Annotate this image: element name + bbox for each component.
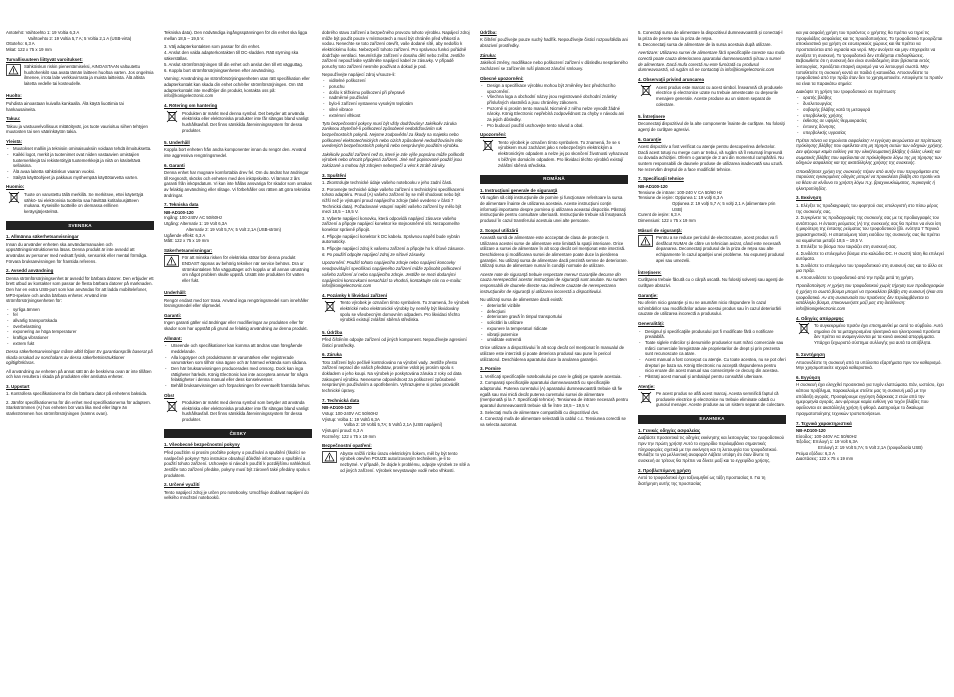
list-item: - nadměrné používání — [322, 95, 470, 101]
list-item: - vibraţii puternice — [480, 332, 628, 338]
spec-line: Výstup: Volba 1: 19 Voltů 6,3A — [322, 416, 380, 422]
warning-block — [638, 85, 786, 110]
section-heading: 2. Avsedd användning — [6, 268, 54, 274]
column-4 — [480, 30, 628, 690]
section-heading: 4. Observaţii privind aruncarea — [638, 77, 705, 83]
section-heading: Întreţinere: — [638, 269, 662, 275]
section-heading: 3. Εκκίνηση — [796, 195, 822, 201]
paragraph: Aceste note de siguranţă trebuie respectate mereu! Garanţiile decurse din cauza nerespectării acestor instrucţiuni de siguranţă sunt anulate. Nu suntem responsabili de daunele directe sau indirecte cauzate de nerespectarea instrucţiunilor de siguranţă şi utilizarea incorectă a dispozitivului. — [480, 271, 627, 294]
list-item: - Säilytä käyttöohjeet ja pakkaus myöhempää käyttötarvetta varten. — [6, 175, 154, 181]
list-item: 5. Anslut strömförsörjningen till din enhet och anslut den till ett vägguttag. — [164, 61, 304, 67]
list-item: 3. Vyberte napájecí konovku, která odpovídá napájecí zásuvce vašeho zařízení a připojte napájecí konektor ke stejnosměrné síti. Nezapomeňte konektor správně připojit. — [322, 215, 460, 233]
paragraph: Dessa säkerhetsanvisningar måste alltid följas! Ev garantianspråk baserat på skada orsakad av nonchalans av dessa säkerhetsinstruktioner ogiltigförklaras. — [6, 349, 153, 366]
section-heading: 6. Εγγύηση — [796, 375, 821, 381]
column-3 — [322, 30, 470, 690]
list-item: 1. Verificaţi specificaţiile notebookului pe care le găsiţi pe spatele acestuia. — [480, 373, 622, 379]
caution-icon — [638, 235, 653, 247]
spec-line: Alternativ 2: 19 Volt 5,7A; 5 Volt 2,1A (USB-ström) — [186, 226, 282, 232]
section-heading: 4. Οδηγίες απόρριψης — [796, 315, 844, 321]
list-item: - extrémní vlhkost — [322, 113, 470, 119]
section-heading: Măsuri de siguranţă: — [638, 227, 683, 233]
list-item: 4. Συνδέστε το επιλεγμένο βύσμα στο καλώδιο DC. Η σωστή τάση θα επιλεγεί αυτόματα. — [796, 250, 944, 262]
section-heading: 1. Allmänna säkerhetsanvisningar — [6, 234, 79, 240]
paragraph: Toto zařízení bylo pečlivě kontrolováno na výrobní vady. Jestliže přesto zařízení neprací dle vašich představ, prosíme vrátit jej prosím spolu s dokladem o jeho koupi. Na výrobek je poskytována záruka 2 roky od data zakoupení výrobku. Nenesome odpovědnost za poškození způsobené nesprávným používáním a opotřebením. Vyhrazujeme si právo provádět technické úpravy. — [322, 359, 462, 394]
list-item: - υπερβολικής υγρασίας — [796, 130, 944, 136]
weee-bin-icon — [322, 300, 337, 312]
section-heading: 3. Pornire — [480, 366, 501, 372]
section-heading: 2. Určené využití — [164, 482, 200, 488]
list-item: - Pozorně si prosím tento manuál. Nicméně z něho nelze vyvodit žádné nároky. König Electronic nepřebírá zodpovědnost za chyby v návodu ani za jejich důsledky. — [480, 106, 628, 123]
section-heading: 6. Garanţie — [638, 136, 662, 142]
section-heading: 5. Întreţinere — [638, 113, 666, 119]
section-heading: 7. Τεχνικά χαρακτηριστικά — [796, 420, 852, 426]
warning-block — [796, 323, 944, 348]
list-item: - Pro budoucí použití uschovejte tento návod a obal. — [480, 123, 628, 129]
section-heading: Obecné upozornění: — [480, 75, 524, 81]
weee-bin-icon — [6, 192, 21, 204]
warning-text: Pe acest produs se află acest marcaj. Acesta semnifică faptul că produsele electrice şi electronice nu trebuie eliminate odată cu gunoiul menajer. Aceste produse au un sistem separat de colectare. — [656, 391, 786, 408]
warning-text: För att minska risken för elektriska stötar bör denna produkt ENDAST öppnas av behörig tekniker när service behövs. Dra ur strömkontakten från vägguttaget och koppla ur all annan utrustning om något problem skulle uppstå. Utsätt inte produkten för vatten eller fukt. — [182, 255, 310, 283]
section-heading: 1. Instrucţiuni generale de siguranţă — [480, 187, 558, 193]
column-5 — [638, 30, 786, 690]
paragraph: Jakékoli změny, modifikace nebo poškození zařízení v důsledku nesprávného zacházení se zařízením ruší platnost záruční smlouvy. — [480, 60, 628, 71]
paragraph: Denna strömförsörjningsenhet är avsedd för bärbara datorer. Den erbjuder ett brett utbud av kontakter som passar de flesta bärbara datorer på marknaden. Den har en extra USB-port som kan användas för att ladda mobiltelefoner, MP3-spelare och andra bärbara enheter. Använd inte strömförsörjningsenheten för: — [6, 275, 154, 304]
paragraph: Αυτό το τροφοδοτικό έχει ταξινομηθεί ως τάξη προστασίας ΙΙ. Για τη διατήρηση αυτής της προστασίας — [638, 474, 766, 486]
column-1 — [6, 30, 154, 690]
list-item: - došlo k těžkému poškození při přepravě — [322, 90, 470, 96]
spec-line: Επιλογή 2: 19 Volt 5,7A; 5 Volt 2,1A (τροφοδοσία USB) — [818, 444, 923, 450]
section-heading: 4. Pozámky k likvidaci zařízení — [322, 292, 388, 298]
list-item: 2. Porovnejte technické údaje vašeho zařízení s technickými specifikacemi tohoto adaptéru. Proud (A) vašeho zařízení by se měl shodovat nebo být nižší než je výstupní proud napájecího zdroje (také uvedeno v části 7 Technická data). Požadované vstupní napětí vašeho zařízení by mělo být mezi 18,5 – 19,5 V. — [322, 186, 464, 215]
section-heading: 7. Technická data — [322, 397, 360, 403]
column-2 — [164, 30, 312, 690]
list-item: - έντονης δόνησης — [796, 124, 944, 130]
paragraph: Nu oferim nicio garanţie şi nu ne asumăm nicio răspundere în cazul schimbărilor sau modificărilor aduse acestui produs sau în cazul deteriorării cauzate de utilizarea incorectă a produsului. — [638, 300, 782, 317]
warning-text: Produkten är märkt med denna symbol. Det betyder att använda elektriska eller elektroniska produkter inte får slängas bland vanligt hushållsavfall. Det finns särskilda återvinningssystem för dessa produkter. — [182, 110, 309, 133]
section-heading: 4. Rötering om hantering — [164, 103, 218, 109]
paragraph: Acest dispozitiv a fost verificat cu atenţie pentru descoperirea defectelor. Dacă acest totuşi nu merge cum ar trebui, vă rugăm să îl returnaţi împreună cu dovada achiziţiei. Oferim o garanţie de 2 ani din momentul cumpărării. Nu suntem responsabili de daunele produse de utilizarea inadecvată sau uzură. Ne rezervăm dreptul de a face modificări tehnice. — [638, 144, 784, 172]
warning-text: Tento výrobek je označen tímto symbolem. To znamená, že se s výrobkem musí zacházet jako s nebezpečným elektrickým a elektronickým odpadem a nelze jej po skončení životnosti vyhazovat s běžným domácím odpadem. Pro likvidaci těchto výrobků existují zvláštní sběrná střediska. — [498, 139, 628, 168]
spec-line: NB-AD100-120 — [322, 405, 352, 411]
paragraph: Διαβάστε προσεκτικά τις οδηγίες εκκίνησης και λειτουργίας του τροφοδοτικού πριν την πρώτη χρήση! Αυτό το εγχειρίδιο περιλαμβάνει σημαντικές πληροφορίες σχετικά με την εκκίνηση και τη λειτουργία του τροφοδοτικού. Φυλάξτε το για μελλοντική αναφορά! Λάβετε υπόψη ότι όταν δίνετε τη συσκευή σε τρίτους θα πρέπει να δίνετε μαζί και το εγχειρίδιο χρήσης. — [638, 435, 784, 463]
spec-line: Vaihtoehto 2: 19 Voltia 5,7 A; 5 Voltia 2,1 A (USB-virta) — [28, 35, 132, 41]
section-heading: 7. Specificaţii tehnice — [638, 176, 684, 182]
warning-block — [164, 111, 312, 136]
paragraph: Rengör endast med torr trasa. Använd inga rengöringsmedel som innehåller lösningsmedel eller slipmedel. — [164, 297, 309, 309]
list-item: - extrem fukt — [6, 341, 154, 347]
paragraph: Curăţarea trebuie făcută cu o cârpă uscată. Nu folosiţi solvenţi sau agenţi de curăţare abrazivi. — [638, 277, 784, 289]
spec-list — [6, 30, 154, 53]
list-item: 6. Koppla bort strömförsörjningsenheten efter användning. — [164, 68, 275, 74]
list-item: - Alla logotyper och produktnamn är varumärken eller registrerade varumärken som tillhör sina ägare och är härmed erkända som sådana. — [164, 355, 312, 366]
paragraph: Πρέπει πάντα να τηρούνται ασφαλείας! Η εγγύηση ακυρώνεται σε περίπτωση πρόκλησης βλάβης που οφείλεται στη μη τήρηση αυτών των οδηγιών χρήσης. Δεν φέρουμε καμία ευθύνη για την υλική/σωματική βλάβης ή άλλες υλικές και σωματικές βλάβες που οφείλονται σε πρόκληθηκαν λόγω της μη τήρησης των οδηγιών ασφαλείας και της ακατάλληλης χρήσης της συσκευής. — [796, 137, 944, 166]
paragraph: Varning: Användning av strömförsörjningsenheten utan rätt specifikation eller adapterkontakt kan skada din enhet och/eller strömförsörjningen. Om rätt adapterkontakt inte medföljer din produkt, kontakta oss på: info@konigelectronic.com — [164, 76, 310, 99]
list-item: - έκθεσης σε υψηλές θερμοκρασίες — [796, 118, 944, 124]
paragraph: Tyto bezpečnostní pokyny musí být vždy dodržovány! Jakékoliv záruka zaniknou zbytečně-li poškození způsobené nedodržováním ruk bezpečnostních pokynů. Nejsme zodpovědní za škody na majetku nebo poškození elektrotechnických nebo cizích způsobené nedodržováním této uvedených bezpečnostních pokynů nebo nesprávným použitím výrobku. — [322, 120, 463, 149]
language-bar: ROMÂNĂ — [480, 175, 628, 184]
list-item: 5. Conectaţi sursa de alimentare la dispozitivul dumneavoastră şi conectaţi-l la priza de perete sau la priza de reţea. — [638, 30, 783, 41]
list-item: - solicitări la utilizare — [480, 320, 628, 326]
warning-text: Acest produs este marcat cu acest simbol. Înseamnă că produsele electrice şi electronice uzate nu trebuie amestecate cu deşeurile menajere generale. Aceste produse au un sistem separat de colectare. — [656, 84, 783, 107]
section-heading: 7. Tekniska data — [164, 202, 199, 208]
caution-icon — [6, 64, 21, 76]
paragraph: Avertizare: Utilizarea sursei de alimentare fără specificaţiile corecte sau mufa corectă poate cauza deteriorarea aparatului dumneavoastră şi/sau a sursei de alimentare. Dacă mufa corectă nu este furnizată cu produsul dumneavoastră, vă rugăm să ne contactaţi la info@konigelectronic.com — [638, 50, 785, 73]
paragraph: dobrého stavu zařízení a bezpečného provozu tohoto výrobku. Napájecí zdroj může být použit pouze v místnostech a musí být chráněn před vlhkostí a vodou. Nenechte se toto zařízení otevřít, vaše dodané sítě, aby nedošlo k elektrickému šoku. Nebezpečí tohoto zařízení. Pro správnou funkci pořádně dodržujte ventilaci. Neumísťujte zařízení v dosahu dětí nebo zvířat. Jestliže zařízení nepoužíváte vytáhněte napájecí kabel ze zásuvky. V případě poruchy toto zařízení nesmíte používat a dokud je pod. — [322, 30, 470, 70]
warning-block — [164, 400, 312, 425]
list-item: - deteriorări vizibile — [480, 303, 628, 309]
paragraph: Αποσυνδέστε τη συσκευή από τα υπόλοιπα εξαρτήματα πριν τον καθαρισμό. Μην χρησιμοποιείτε ισχυρά καθαριστικά. — [796, 359, 942, 371]
list-item: - Design a specifikace výrobku mohou být změněny bez předchozího upozornění. — [480, 83, 628, 94]
list-item: 6. Deconectaţi sursa de alimentare de la sursa acestuia după utilizare. — [638, 42, 772, 48]
section-heading: Upozornění: — [480, 132, 507, 138]
list-item: - poruchu — [322, 84, 470, 90]
list-item: - Păstraţi acest manual şi ambalajul pentru consultări ulterioare. — [638, 374, 786, 380]
warning-block — [6, 192, 154, 217]
spec-line: Είσοδος: 100-240V AC 50/60Hz — [796, 433, 857, 439]
caution-icon — [164, 255, 179, 267]
section-heading: 6. Záruka — [322, 352, 342, 358]
paragraph: Διακόψτε τη χρήση του τροφοδοτικού σε περίπτωση: — [796, 89, 897, 95]
paragraph: Tento napájecí zdroj je určen pro notebooky. Umožňuje dodávat napájení do velkého množství notebooků. — [164, 489, 309, 501]
list-item: - bylo-li zařízení vystaveno vysokým teplotám — [322, 101, 470, 107]
section-heading: Säkerhetsanvisningar: — [164, 247, 213, 253]
spec-list — [164, 210, 312, 244]
weee-bin-icon — [164, 111, 179, 123]
section-heading: 3. Uppstart — [6, 383, 30, 389]
warning-block — [638, 235, 786, 266]
paragraph: K čištění používejte pouze suchý hadřík. Nepoužívejte čisticí rozpouštědla ani abrazivní prostředky. — [480, 37, 628, 49]
spec-line: Rozměry: 122 x 75 x 19 mm — [322, 433, 376, 439]
list-item: - kraftiga vibrationer — [6, 335, 154, 341]
section-heading: 2. Scopul utilizării — [480, 227, 519, 233]
bullet-list — [322, 78, 470, 118]
warning-block — [164, 255, 312, 286]
list-item: 3. Επιλέξτε το βύσμα που ταιριάζει στη συσκευή σας. — [796, 244, 897, 250]
spec-line: Ingång: 100-240V AC 50/60Hz — [164, 215, 223, 221]
section-heading: Generalităţi: — [638, 321, 665, 327]
paragraph: Η συσκευή έχει ελεγχθεί προσεκτικά για τυχόν ελαττώματα. Εάν, ωστόσο, έχει κάποιο πρόβλημα, παρακαλούμε στείλτε μας τη συσκευή μαζί με την απόδειξη αγοράς. Προσφέρουμε εγγύηση διάρκειας 2 ετών από την ημερομηνία αγοράς. Δεν φέρουμε καμία ευθύνη για τυχόν βλάβες που οφείλονται σε ακατάλληλη χρήση ή φθορά. Διατηρούμε το δικαίωμα πραγματοποίησης τεχνικών τροποποιήσεων. — [796, 382, 944, 416]
list-item: 1. Ελέγξτε τις προδιαγραφές του φορητού σας υπολογιστή στο πίσω μέρος της συσκευής σας. — [796, 202, 939, 214]
list-item: - δυσλειτουργίας — [796, 101, 944, 107]
warning-text: Tuote on varustettu tällä merkillä. Se merkitsee, ettei käytettyjä sähkö- tai elektronisia tuotteita saa hävittää kotitalousjätteen mukana. Kyseisille tuotteille on olemassa erillinen keräysjärjestelmä. — [24, 191, 144, 214]
spec-line: Opţiunea 2: 19 volţi 5,7 A; 5 volţi 2,1 A (alimentare prin USB) — [672, 200, 776, 212]
bullet-list — [480, 303, 628, 343]
list-item: 4. Conectaţi mufa de alimentare selectată la cablul c.c. Tensiunea corectă se va selecta automat. — [480, 415, 626, 427]
bullet-list — [796, 95, 944, 135]
spec-line: Vstup: 100-240V AC 50/60Hz — [322, 410, 379, 416]
spec-line: Tensiune de intrare: 100-240 V CA 50/60 Hz — [638, 189, 723, 195]
section-heading: Huolto: — [6, 93, 22, 99]
list-item: - silné vibrace — [322, 107, 470, 113]
weee-bin-icon — [638, 391, 653, 403]
paragraph: Takuu ja vastuuvelvollisuus mitätöityvät, jos tuote vaurioituu siihen tehtyjen muutosten tai sen väärinkäytön takia. — [6, 123, 148, 135]
list-item: 4. Anslut den valda adapterkontakten till DC-sladden. Rätt styrning ska säkerställas. — [164, 50, 299, 61]
section-heading: 6. Garanti — [164, 162, 185, 168]
section-heading: Údržba: — [480, 30, 497, 35]
spec-line: Έξοδος: Επιλογή 1: 19 Volt 6,3A — [796, 439, 858, 445]
list-item: - Älä avaa laitetta sähköiskun vaaran vuoksi. — [6, 169, 154, 175]
paragraph: All användning av enheten på annat sätt än de beskrivna ovan är inte tillåten och kan resultera i skada på produkten eller anslutna enheter. — [6, 368, 152, 380]
list-item: 2. Comparaţi specificaţiile aparatului dumneavoastră cu specificaţiile adaptorului. Puterea curentului (A) aparatului dumneavoastră trebuie să fie egală sau mai mică decât puterea curentului sursei de alimentare (menţionată şi la 7. Specificaţii tehnice). Tensiunea de intrare necesară pentru aparatul dumneavoastră trebuie să fie între 18,5 – 19,5 V. — [480, 380, 628, 409]
paragraph: Tekniska data). Den nödvändiga ingångsspänningen för din enhet ska ligga mellan 18,5 – 19,5 V. — [164, 30, 308, 41]
section-heading: 5. Underhåll — [164, 139, 190, 145]
bullet-list — [638, 329, 786, 380]
list-item: - Designul şi specificaţiile produsului pot fi modificate fără o notificare prealabilă. — [638, 329, 786, 340]
paragraph: Προειδοποίηση: Η χρήση του τροφοδοτικού χωρίς τήρηση των προδιαγραφών ή χρήση το σωστό βύσμα μπορεί να προκαλέσει βλάβη στη συσκευή ή/και στο τροφοδοτικό. Αν στη συσκευασία του προϊόντος δεν περιλαμβάνεται το κατάλληλο βύσμα, επικοινωνήστε μαζί μας στη διεύθυνση: info@konigelectronic.com — [796, 283, 944, 311]
paragraph: και για ασφαλή χρήση του προϊόντος ο χρήστης θα πρέπει να τηρεί τις προφυλάξεις ασφαλείας και τις προειδοποιήσεις. Το τροφοδοτικό προορίζεται αποκλειστικά για χρήση σε εσωτερικούς χώρους και θα πρέπει να προστατεύεται από υγρασία και νερό. Μην ανοίγετε και μην επιχειρείτε να ανοίξετε τη συσκευή. Το τροφοδοτικό δεν επιδέχεται επιδιορθώσεις. Βεβαιωθείτε ότι η συσκευή δεν είναι συνδεδεμένη όταν βρίσκεται εκτός λειτουργίας. Χρειάζεται επαρκή αερισμό για να λειτουργεί σωστά. Μην τοποθετείτε τη συσκευή κοντά σε παιδιά ή κατοικίδια. Αποσυνδέστε το τροφοδοτικό από την πρίζα όταν δεν το χρησιμοποιείτε. Αποφύγετε το προϊόν να είναι τα παρακάτω σημεία: — [796, 30, 943, 87]
paragraph: Před použitím si prosím pročtěte pokyny o používání a spuštění (školící se naslpečně pokyny! Tyto instrukce obsahují důležité informace o spuštění a použití tohoto zařízení. Uchovejte si návod k použití k pozdějšímu nahlédnutí. Jestliže toto zařízení předáte, pokyny musí být zároveň také předány spolu s produktem. — [164, 449, 312, 478]
list-item: - viditelné poškození — [322, 78, 470, 84]
bullet-list — [164, 343, 312, 388]
caution-icon — [322, 451, 337, 463]
list-item: - Acest manual a fost conceput cu atenţie. Cu toate acestea, nu se pot oferi drepturi pe baza sa. König Electronic nu acceptă răspunderea pentru nicio eroare din acest manual sau consecinţele ce decurg din acestea. — [638, 357, 786, 374]
list-item: - deteriorare gravă în timpul transportului — [480, 314, 628, 320]
warning-text: Produkten är märkt med denna symbol som betyder att använda elektriska eller elektroniska produkter inte får slängas bland vanligt hushållsavfall. Det finns särskilda återvinningssystem för dessa produkter. — [182, 400, 309, 423]
weee-bin-icon — [480, 140, 495, 152]
list-item: - syrliga ämnen — [6, 307, 154, 313]
list-item: 1. Kontrollera specifikationerna för din bärbara dator på enhetens baksida. — [6, 391, 148, 397]
spec-line: Curent de ieşire: 6,3 A — [638, 212, 681, 218]
spec-list — [638, 184, 786, 224]
list-item: - Den här bruksanvisningen producerades med omsorg. Dock kan inga rättigheter härleds. König Electronic kan inte acceptera ansvar för några felaktigheter i denna manual eller dess konsekvenser. — [164, 366, 312, 383]
spec-list — [322, 405, 470, 439]
warning-text: Pentru a se reduce pericolul de electrocutare, acest produs va fi desfăcut NUMAI de către un tehnician avizat, când este necesară depanarea. Deconectaţi produsul de la priza de reţea sau alte echipamente în cazul apariţiei unei probleme. Nu expuneţi produsul apei sau umezelii. — [656, 234, 785, 263]
section-heading: Bezpečnostní opatření: — [322, 443, 372, 449]
list-item: - υπερβολικής χρήσης — [796, 113, 944, 119]
section-heading: Turvallisuuteen liittyvät varoitukset: — [6, 56, 83, 62]
spec-line: Výstupní proud: 6,3 A — [322, 427, 364, 433]
paragraph: Ingen garanti gäller vid ändringar eller modifieringar av produkten eller för skador som har uppstått på grund av felaktig användning av denna produkt. — [164, 320, 308, 332]
warning-block — [638, 391, 786, 411]
warning-block — [322, 451, 470, 476]
paragraph: Orice utilizare a dispozitivului în alt scop decât cel menţionat în manualul de utilizare este interzisă şi poate deteriora produsul sau pune în pericol utilizatorul. Deschiderea aparatului duce la anularea garanţiei. — [480, 345, 625, 362]
spec-line: Ρεύμα εξόδου: 6,3 A — [796, 450, 835, 456]
list-item: 6. Po použití odpojte napájecí zdroj ze síťové zásuvky. — [322, 252, 426, 258]
spec-line: Ugående effekt: 6,3 A — [164, 232, 206, 238]
paragraph: Upozornění: Použití tohoto napájecího zdroje nebo napájecí koncovky neodpovídající specifikaci napájeného zařízení může způsobit poškození vašeho zařízení a/ nebo napájecího zdroje. Jestliže se mezi dodanými napájecími koncovkami nenachází ta vhodná, kontaktujte nás na e-mailu: info@konigelectronic.com — [322, 260, 462, 289]
warning-text: Abyste snížili riziko úrazu elektrickým šokem, měl by být tento výrobek otevřen POUZE autorizovaným technikem, je-li to nezbytné. V případě, že dojde k problému, odpojte výrobek ze sítě a od jiných zařízení. Výrobek nevystavujte vodě nebo vlhkosti. — [340, 450, 470, 473]
spec-line: Mitat: 122 x 75 x 19 mm — [6, 47, 52, 53]
warning-block — [322, 300, 470, 325]
list-item: - Toate siglele mărcilor şi denumirile produselor sunt mărci comerciale sau mărci comerciale înregistrate ale proprietarilor de drept şi prin prezenta sunt recunoscute ca atare. — [638, 340, 786, 357]
spec-line: Volba 2: 19 Voltů 5,7A; 5 Voltů 2,1A (USB napájení) — [344, 422, 443, 428]
paragraph: Puhdista ainoastaan kuivalla kankaalla. Älä käytä liuottimia tai hankausaineita. — [6, 100, 124, 112]
list-item: 3. Välj adapterkontakten som passar för din enhet. — [164, 43, 261, 49]
language-bar: ΕΛΛΗΝΙΚΑ — [638, 415, 786, 424]
section-heading: 5. Údržba — [322, 329, 343, 335]
list-item: - defecţiuni — [480, 309, 628, 315]
warning-block — [6, 64, 154, 89]
section-heading: Garanţie: — [638, 292, 658, 298]
list-item: 4. Připojte napájecí konektor k DC kabelu. Správnou napětí bude vybrán automaticky. — [322, 233, 460, 245]
section-heading: 3. Spuštění — [322, 172, 347, 178]
list-item: - umiditate extremă — [480, 337, 628, 343]
section-heading: Záruka: — [480, 52, 497, 58]
spec-line: NB-AD100-120 — [638, 183, 668, 189]
section-heading: Atenţie: — [638, 383, 655, 389]
list-item: 5. Συνδέστε το επιλεγμένο του τροφοδοτικού στη συσκευή σας και το άλλο σε μια πρίζα. — [796, 262, 943, 274]
paragraph: Această sursă de alimentare este accceptat de clasa de protecţie II. Utilizarea acestei surse de alimentare este limitată la spaţii interioare. Orice utilizare a sursei de alimentare în alt scop decât cel menţionat este interzisă. Deschiderea şi modificarea sursei de alimentare poate duce la pierderea garanţiei. Nu utilizaţi sursa de alimentare dacă prezintă semne de deteriorare. Utilizaţi sursa de alimentare numai în condiţii normale de utilizare. — [480, 235, 628, 269]
weee-bin-icon — [796, 323, 811, 335]
list-item: - Všechna loga a obchodní názvy jsou registrované obchodní známky příslušných vlastníků a jsou chráněny zákonem. — [480, 94, 628, 105]
list-item: 1. Zkontrolujte technické údaje vašeho notebooku v jeho zadní části. — [322, 180, 453, 186]
list-item: 6. Αποσυνδέστε το τροφοδοτικό από την πρίζα μετά τη χρήση. — [796, 274, 915, 280]
section-heading: Obs! — [164, 392, 175, 398]
list-item: 5. Připojte napájecí zdroj k vašemu zařízení a připojte ho k síťové zásuvce. — [322, 245, 465, 251]
list-item: - expunere la temperaturi ridicate — [480, 326, 628, 332]
spec-line: Ottoteho: 6,3 A — [6, 41, 35, 47]
bullet-list — [480, 83, 628, 128]
paragraph: Innan du använder enheten ska användarmanualen och uppsättningsinstruktionerna läsas. Denna produkt är inte avsedd att användas av personer med nedsatt fysisk, sensorisk eller mental förmåga. Förvara bruksanvisningen för framtida referens. — [6, 241, 148, 264]
column-6 — [796, 30, 944, 690]
spec-line: Dimensiuni: 122 x 75 x 19 mm — [638, 217, 696, 223]
paragraph: Před čištěním odpojte zařízení od jiných komponent. Nepoužívejte agresivní čisticí prostředky. — [322, 337, 467, 348]
section-heading: 5. Συντήρηση — [796, 352, 825, 358]
warning-block — [480, 140, 628, 171]
weee-bin-icon — [164, 400, 179, 412]
section-heading: Huomio: — [6, 184, 25, 190]
spec-line: NB-AD100-120 — [796, 427, 826, 433]
section-heading: 1. Všeobecné bezpečnostní pokyny — [164, 442, 240, 448]
list-item: - allvarlig transportskada — [6, 318, 154, 324]
paragraph: Nepoužívejte napájecí zdroj v/souze-li: — [322, 72, 396, 78]
list-item: - Behåll bruksanvisningen och förpackningen för eventuellt framtida behov. — [164, 383, 312, 389]
warning-text: Sähköiskun riskin pienentämiseksi, AINOASTAAN valtuutettu huoltohenkilö saa avata tämän laitteen huoltoa varten. Jos ongelmia ilmenee, irrota laite verkkovirrasta ja muista laitteista. Älä altista laitetta vedelle tai kosteudelle. — [24, 64, 154, 87]
paragraph: Koppla bort enheten från andra komponenter innan du rengör den. Använd inte aggressiva rengöringsmedel. — [164, 147, 307, 158]
spec-line: Mått: 122 x 75 x 19 mm — [164, 238, 209, 244]
list-item: - σοβαρής βλάβης κατά τη μεταφορά — [796, 107, 944, 113]
section-heading: Garanti: — [164, 313, 182, 319]
spec-line: NB-AD100-120 — [164, 209, 194, 215]
section-heading: Yleistä: — [6, 138, 23, 144]
list-item: 2. Συγκρίνετε τις προδιαγραφές της συσκευής σας με τις προδιαγραφές του αντάπτορα. Η ένταση ρεύματος (A) της συσκευής σας θα πρέπει να είναι ίση ή μικρότερη της έντασης ρεύματος του τροφοδοτικού (βλ. ενότητα 7 Τεχνικά χαρακτηριστικά). Η απαιτούμενη τάση εισόδου της συσκευής σας θα πρέπει να κυμαίνεται μεταξύ 18,5 – 19,5 V. — [796, 215, 942, 243]
spec-line: Διαστάσεις: 122 x 75 x 19 mm — [796, 456, 854, 462]
section-heading: Takuu: — [6, 116, 21, 122]
bullet-list — [6, 146, 154, 180]
list-item: - Muutokset malliin ja teknisiin ominaisuuksiin voidaan tehdä ilmoituksetta. — [6, 146, 154, 152]
spec-line: Antotehö: Vaihtoehto 1: 19 Voltia 6,3 A — [6, 30, 80, 35]
section-heading: Underhåll: — [164, 290, 187, 296]
paragraph: Οποιαδήποτε χρήση της συσκευής πέραν από αυτήν που περιγράφεται στις παρούσες εγκεκριμένες οδηγίες μπορεί να προκαλέσει βλάβη στο προϊόν και να θέσει σε κίνδυνο το χρήστη λόγω π.χ. βραχυκυκλώματος, πυρκαγιάς ή ηλεκτροπληξίας. — [796, 168, 940, 191]
language-bar: ČESKY — [164, 429, 312, 438]
paragraph: Jakékoliv použití zařízení než to, které je zde výše popsáno může poškodit výrobek nebo ohrozit připojená zařízení. Jiné než popisované použití jsou zakázané a mohou být zdrojem nebezpečí a vést k ztrátě záruky. — [322, 151, 465, 169]
list-item: - överbelastning — [6, 324, 154, 330]
list-item: - exponering av höga temperaturer — [6, 329, 154, 335]
spec-list — [796, 428, 944, 462]
list-item: - ορατής βλάβης — [796, 95, 944, 101]
section-heading: Allmänt: — [164, 335, 182, 341]
language-bar: SVENSKA — [6, 221, 154, 230]
paragraph: Vă rugăm să citiţi instrucţiunile de pornire şi funcţionare referitoare la sursa de alimentare înainte de utilizarea acesteia. Aceste instrucţiuni conţin informaţii importante despre pornirea şi utilizarea aceastui dispozitiv. Păstraţi instrucţiunile pentru consultare ulterioară. Instrucţiunile trebuie să însoţească produsul în cazul transferului acestuia unei alte persoane. — [480, 195, 626, 223]
spec-line: Utgång: Alternativ 1: 19 Volt 6,3A — [164, 221, 228, 227]
spec-line: Tensiune de ieşire: Opţiunea 1: 19 volţi 6,3 A — [638, 195, 724, 201]
section-heading: 2. Προβλεπόμενη χρήση — [638, 467, 691, 473]
weee-bin-icon — [638, 85, 653, 97]
bullet-list — [6, 307, 154, 347]
paragraph: Deconectaţi dispozitivul de la alte componente înainte de curăţare. Nu folosiţi agenţi de curăţare agresivi. — [638, 121, 785, 132]
list-item: 3. Selectaţi mufa de alimentare compatibilă cu dispozitivul dvs. — [480, 409, 600, 415]
list-item: 2. Jämför specifikationerna för din enhet med specifikationerna för adaptern. Starkströmmen (A) hos enheten bör vara lika med eller lägre än starkströmmen hos strömförsörjningen (nämns ovan). — [6, 399, 151, 417]
list-item: - fel — [6, 312, 154, 318]
list-item: - Kaikki logot, merkit ja tuotenimet ovat niiden vastaavien omistajien tuotemerkkejä tai rekisteröityjä tuotemerkkejä ja niitä on käsiteltävä sellaisina. — [6, 152, 154, 169]
warning-text: Το συγκεκριμένο προϊόν έχει επισημανθεί με αυτό το σύμβολο. Αυτό σημαίνει ότι τα μεταχειρισμένα ηλεκτρικά και ηλεκτρονικά προϊόντα δεν πρέπει να αναμειγνύονται με τα κοινά οικιακά απορρίμματα. Υπάρχει ξεχωριστό σύστημα συλλογής για αυτά τα απόβλητα. — [814, 322, 943, 345]
section-heading: 1. Γενικές οδηγίες ασφαλείας — [638, 427, 701, 433]
paragraph: Nu utilizaţi sursa de alimentare dacă există: — [480, 296, 563, 302]
paragraph: Denna enhet har mognare komfortabla drev fel. Om du ändrat har ändringar till Kegnordt, sköcks och enheten med den inköpskvitto. Vi lämnar 2 års garanti från inköpsdatum. Vi kan inte hållas ansvariga för skador som orsakas av felaktig användning eller slitage. Vi förbehåller oss rätten att göra tekniska ändringar. — [164, 170, 312, 198]
warning-text: Tento výrobek je označen tímto symbolem. To znamená, že výrobek elektrické nebo elektronické výrobky by neměly být likvidovány spolu se všeobecným domovním odpadem. Pro likvidaci těchto výrobků existují zvláštní sběrná střediska. — [340, 300, 470, 323]
list-item: - Utseende och specifikationer kan komma att ändras utan föregående meddelande. — [164, 343, 312, 354]
